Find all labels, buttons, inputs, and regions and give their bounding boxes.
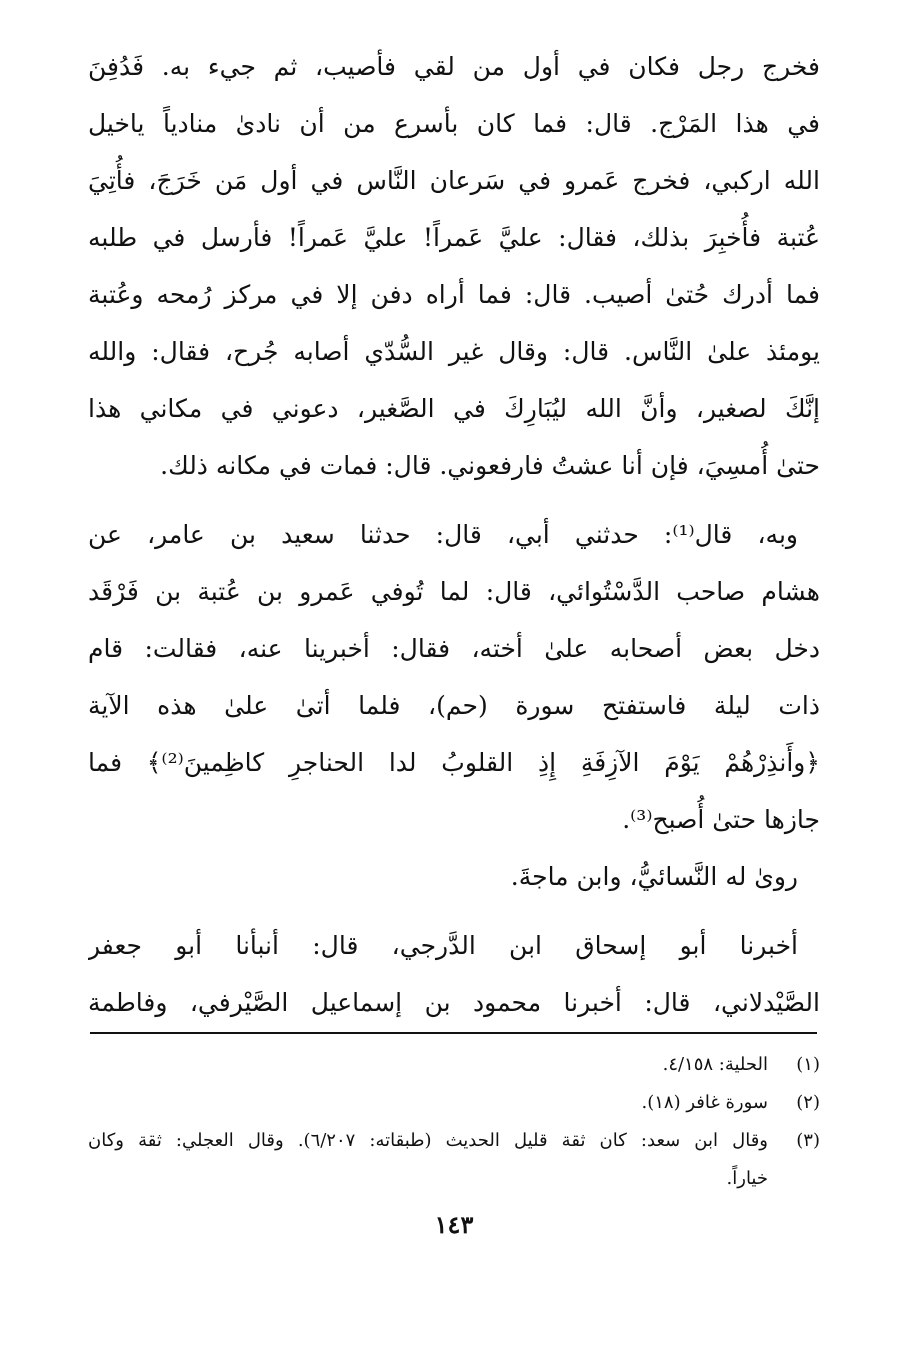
footnote-number: (٣) (796, 1130, 820, 1151)
text-line: جازها حتىٰ أُصبح⁽³⁾. (622, 805, 820, 834)
paragraph-1 (88, 38, 820, 494)
text-line: يومئذ علىٰ النَّاس. قال: وقال غير السُّدّي أصابه جُرح، فقال: والله (88, 337, 820, 366)
footnotes (88, 1046, 820, 1198)
text-line: وبه، قال⁽¹⁾: حدثني أبي، قال: حدثنا سعيد بن عامر، عن (88, 520, 798, 549)
paragraph-3 (88, 848, 820, 905)
footnote-line: الحلية: ٤/١٥٨. (662, 1054, 768, 1075)
footnote-line: سورة غافر (١٨). (641, 1092, 768, 1113)
text-line: ذات ليلة فاستفتح سورة (حم)، فلما أتىٰ علىٰ هذه الآية (88, 691, 820, 720)
footnote-text (88, 1046, 768, 1084)
text-line: رویٰ له النَّسائيُّ، وابن ماجةَ. (510, 862, 798, 891)
text-line: أخبرنا أبو إسحاق ابن الدَّرجي، قال: أنبأنا أبو جعفر (88, 931, 798, 960)
text-line: دخل بعض أصحابه علىٰ أخته، فقال: أخبرينا عنه، فقالت: قام (88, 634, 820, 663)
footnote-item (88, 1084, 820, 1122)
footnote-line: وقال ابن سعد: كان ثقة قليل الحديث (طبقاته: ٦/٢٠٧). وقال العجلي: ثقة وكان (88, 1130, 768, 1151)
text-line: عُتبة فأُخبِرَ بذلك، فقال: عليَّ عَمراً! عليَّ عَمراً! فأرسل في طلبه (88, 223, 820, 252)
footnote-line: خياراً. (726, 1168, 768, 1189)
footnote-number: (٢) (796, 1092, 820, 1113)
quran-verse-line: ﴿وأَنذِرْهُمْ يَوْمَ الآزِفَةِ إِذِ القلوبُ لدا الحناجرِ كاظِمينَ⁽²⁾﴾ فما (88, 748, 820, 777)
page-number: ١٤٣ (434, 1210, 474, 1239)
main-text (88, 38, 820, 1031)
text-line: فخرج رجل فكان في أول من لقي فأصيب، ثم جيء به. فَدُفِنَ (88, 52, 820, 81)
text-line: إنَّكَ لصغير، وأنَّ الله ليُبَارِكَ في الصَّغير، دعوني في مكاني هذا (88, 394, 820, 423)
footnote-divider (90, 1032, 817, 1034)
text-line: الصَّيْدلاني، قال: أخبرنا محمود بن إسماعيل الصَّيْرفي، وفاطمة (88, 988, 820, 1017)
paragraph-2 (88, 506, 820, 848)
footnote-text (88, 1084, 768, 1122)
footnote-text (88, 1122, 768, 1198)
text-line: حتىٰ أُمسِيَ، فإن أنا عشتُ فارفعوني. قال: فمات في مكانه ذلك. (160, 451, 820, 480)
footnote-number: (١) (796, 1054, 820, 1075)
footnote-item (88, 1122, 820, 1198)
text-line: الله اركبي، فخرج عَمرو في سَرعان النَّاس في أول مَن خَرَجَ، فأُتِيَ (88, 166, 820, 195)
text-line: هشام صاحب الدَّسْتُوائي، قال: لما تُوفي عَمرو بن عُتبة بن فَرْقَد (88, 577, 820, 606)
footnote-item (88, 1046, 820, 1084)
text-line: في هذا المَرْج. قال: فما كان بأسرع من أن نادىٰ منادياً ياخيل (88, 109, 820, 138)
paragraph-4 (88, 917, 820, 1031)
text-line: فما أدرك حُتىٰ أصيب. قال: فما أراه دفن إلا في مركز رُمحه وعُتبة (88, 280, 820, 309)
